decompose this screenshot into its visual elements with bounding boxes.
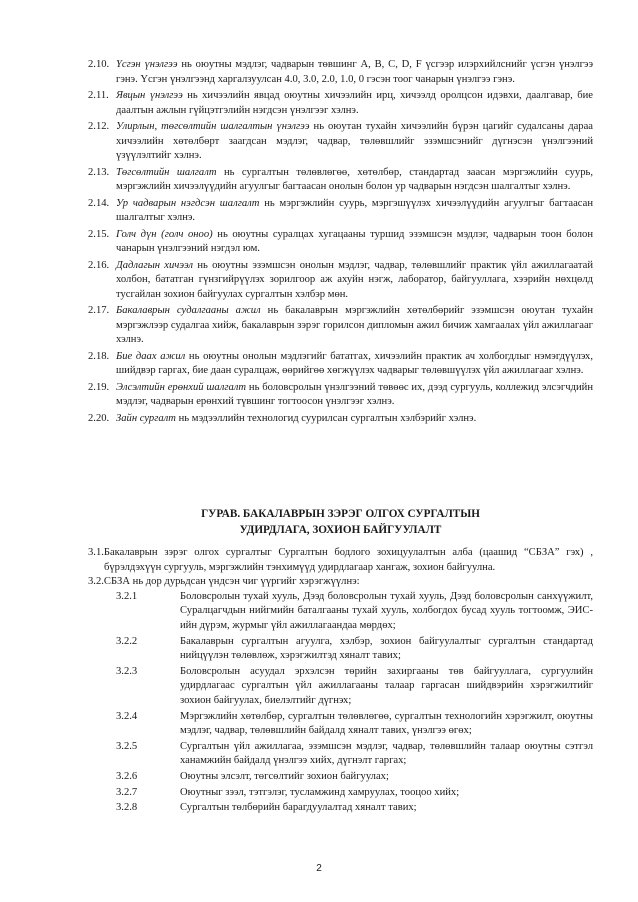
item-number: 2.11. xyxy=(88,89,109,101)
definition-term: Зайн сургалт xyxy=(116,412,176,424)
definition-item xyxy=(88,259,593,303)
sub-item-number: 3.2.3 xyxy=(116,665,138,677)
definition-text: нь мэргэжлийн суурь, мэргэшүүлэх хичээлүүдийн агуулгыг багтаасан шалгалтыг хэлнэ. xyxy=(116,197,593,224)
sub-item xyxy=(88,635,593,664)
definition-item xyxy=(88,166,593,195)
sub-item-text: Сургалтын үйл ажиллагаа, эзэмшсэн мэдлэг, чадвар, төлөвшлийн талаар оюутны сэтгэл ханамжийн байдалд үнэлгээ хийх, дүгнэлт гаргах; xyxy=(180,740,593,767)
definition-item xyxy=(88,304,593,348)
sub-item xyxy=(88,786,593,801)
page-number: 2 xyxy=(316,863,322,874)
definition-text: нь оюутны мэдлэг, чадварын төвшинг A, B, C, D, F үсгээр илэрхийлснийг үсгэн үнэлгээ гэнэ. Үсгэн үнэлгээнд харгалзуулсан 4.0, 3.0, 2.0, 1.0, 0 гэсэн тоог чанарын үнэлгээ гэнэ. xyxy=(116,59,594,85)
paragraph: 3.2.СБЗА нь дор дурьдсан үндсэн чиг үүргийг хэрэгжүүлнэ: xyxy=(88,576,360,588)
definitions-list xyxy=(88,58,593,428)
sub-item xyxy=(88,710,593,739)
sub-item-number: 3.2.4 xyxy=(116,710,138,722)
definition-item xyxy=(88,197,593,226)
sub-item-text: Боловсролын тухай хууль, Дээд боловсролын тухай хууль, Дээд боловсролын санхүүжилт, Суралцагчдын нийгмийн баталгааны тухай хууль, холбогдох бусад хууль тогтоомж, ЭИС-ийн дүрэм, журмыг үйл ажиллагаандаа мөрдөх; xyxy=(180,590,593,631)
definition-term: Ур чадварын нэгдсэн шалгалт xyxy=(116,197,260,209)
definition-text: нь мэдээллийн технологид суурилсан сургалтын хэлбэрийг хэлнэ. xyxy=(175,412,477,424)
definition-text: нь оюутны онолын мэдлэгийг бататгах, хичээлийн практик ач холбогдлыг нэмэгдүүлэх, шийдвэр гаргах, бие даан суралцаж, өөрийгөө хөгжүүлэх чадварыг төлөвшүүлэх үйл ажиллагааг хэлнэ. xyxy=(116,350,593,377)
definition-term: Төгсөлтийн шалгалт xyxy=(116,166,217,178)
sub-item-number: 3.2.8 xyxy=(116,802,138,814)
definition-item xyxy=(88,350,593,379)
sub-item xyxy=(88,740,593,769)
sub-item-text: Оюутныг зээл, тэтгэлэг, тусламжинд хамруулах, тооцоо хийх; xyxy=(180,786,460,798)
sub-item-number: 3.2.6 xyxy=(116,770,138,782)
definition-item xyxy=(88,89,593,118)
sub-item-number: 3.2.5 xyxy=(116,740,138,752)
sub-item-number: 3.2.2 xyxy=(116,635,138,647)
definition-text: нь хичээлийн явцад оюутны хичээлийн ирц, хичээлд оролцсон идэвхи, даалгавар, бие даалтын ажлын гүйцэтгэлийн нэгдсэн үнэлгээг хэлнэ. xyxy=(116,89,594,116)
definition-item xyxy=(88,412,593,427)
definition-term: Улирлын, төгсөлтийн шалгалтын үнэлгээ xyxy=(116,120,310,132)
definition-term: Элсэлтийн ерөнхий шалгалт xyxy=(116,381,247,393)
section-body xyxy=(88,546,593,817)
definition-text: нь боловсролын үнэлгээний төвөөс их, дээд сургууль, коллежид элсэгчдийн мэдлэг, чадварын ерөнхий түвшинг тогтоосон үнэлгээг хэлнэ. xyxy=(116,381,593,408)
sub-item xyxy=(88,665,593,709)
item-number: 2.15. xyxy=(88,228,110,240)
definition-text: нь бакалаврын мэргэжлийн хөтөлбөрийг эзэмшсэн оюутан тухайн мэргэжлээр судалгаа хийж, бакалаврын зэрэг горилсон дипломын ажил бичиж хамгаалах үйл ажиллагааг хэлнэ. xyxy=(116,305,593,346)
definition-term: Голч дүн (голч оноо) xyxy=(116,228,213,240)
sub-item-text: Боловсролын асуудал эрхэлсэн төрийн захиргааны төв байгууллага, сургуулийн удирдлагаас сургалтын үйл ажиллагааны талаар гаргасан шийдвэрийн хэрэгжилтийг зохион байгуулах, биелэлтийг дүгнэх; xyxy=(180,665,593,706)
item-number: 2.17. xyxy=(88,305,110,317)
sub-item-number: 3.2.1 xyxy=(116,590,138,602)
item-number: 2.20. xyxy=(88,412,110,424)
definition-text: нь оюутан тухайн хичээлийн бүрэн цагийг судалсаны дараа хичээлийн хөтөлбөрт заагдсан мэдлэг, чадвар, төлөвшлийг эзэмшсэнийг дүгнэсэн үнэлгээний үзүүлэлтийг хэлнэ. xyxy=(116,120,593,162)
definition-item xyxy=(88,381,593,410)
section-heading-line: ГУРАВ. БАКАЛАВРЫН ЗЭРЭГ ОЛГОХ СУРГАЛТЫН xyxy=(201,508,480,520)
item-number: 2.18. xyxy=(88,350,110,362)
item-number: 2.10. xyxy=(88,59,110,70)
item-number: 2.13. xyxy=(88,166,110,178)
sub-item xyxy=(88,770,593,785)
sub-item-text: Сургалтын төлбөрийн барагдуулалтад хяналт тавих; xyxy=(180,802,417,814)
definition-item xyxy=(88,58,593,87)
item-number: 2.14. xyxy=(88,197,110,209)
definition-term: Бие даах ажил xyxy=(116,350,186,362)
sub-item-text: Мэргэжлийн хөтөлбөр, сургалтын төлөвлөгөө, сургалтын технологийн хэрэгжилт, оюутны мэдлэг, чадвар, төлөвшлийн байдалд хяналт тавих, үнэлгээ өгөх; xyxy=(180,710,593,737)
section-heading xyxy=(88,506,593,538)
definition-text: нь оюутны суралцах хугацааны туршид эзэмшсэн мэдлэг, чадварын тоон болон чанарын үнэлгээний нэгдэл юм. xyxy=(116,228,593,255)
definition-term: Дадлагын хичээл xyxy=(116,259,194,271)
definition-item xyxy=(88,228,593,257)
definition-text: нь сургалтын төлөвлөгөө, хөтөлбөр, стандартад заасан мэргэжлийн суурь, мэргэжлийн хичээлүүдийн агуулгыг багтаасан онолын болон ур чадварын нэгдсэн шалгалтыг хэлнэ. xyxy=(116,166,593,193)
sub-item xyxy=(88,801,593,816)
sub-item-text: Оюутны элсэлт, төгсөлтийг зохион байгуулах; xyxy=(180,770,389,782)
sub-item-text: Бакалаврын сургалтын агуулга, хэлбэр, зохион байгуулалтыг сургалтын стандартад нийцүүлэн төлөвлөж, хэрэгжилтэд хяналт тавих; xyxy=(180,635,593,662)
definition-term: Үсгэн үнэлгээ xyxy=(116,59,178,70)
definition-term: Бакалаврын судалгааны ажил xyxy=(116,305,261,317)
paragraph: 3.1.Бакалаврын зэрэг олгох сургалтыг Сургалтын бодлого зохицуулалтын алба (цаашид “СБЗА” гэх) , бүрэлдэхүүн сургууль, мэргэжлийн тэнхимүүд удирдлагаар хангаж, зохион байгуулна. xyxy=(88,547,593,573)
item-number: 2.12. xyxy=(88,120,110,132)
section-heading-line: УДИРДЛАГА, ЗОХИОН БАЙГУУЛАЛТ xyxy=(239,524,442,536)
item-number: 2.16. xyxy=(88,259,110,271)
sub-item-number: 3.2.7 xyxy=(116,786,138,798)
item-number: 2.19. xyxy=(88,381,110,393)
definition-term: Явцын үнэлгээ xyxy=(116,89,183,101)
definition-item xyxy=(88,120,593,164)
definition-text: нь оюутны эзэмшсэн онолын мэдлэг, чадвар, төлөвшлийг практик үйл ажиллагаатай холбон, бататган гүнзгийрүүлэх зорилгоор аж ахуйн нэгж, лаборатор, байгууллага, хээрийн нөхцөлд тусгайлан зохион байгуулах сургалтын хэлбэр мөн. xyxy=(116,259,593,300)
sub-item xyxy=(88,590,593,634)
